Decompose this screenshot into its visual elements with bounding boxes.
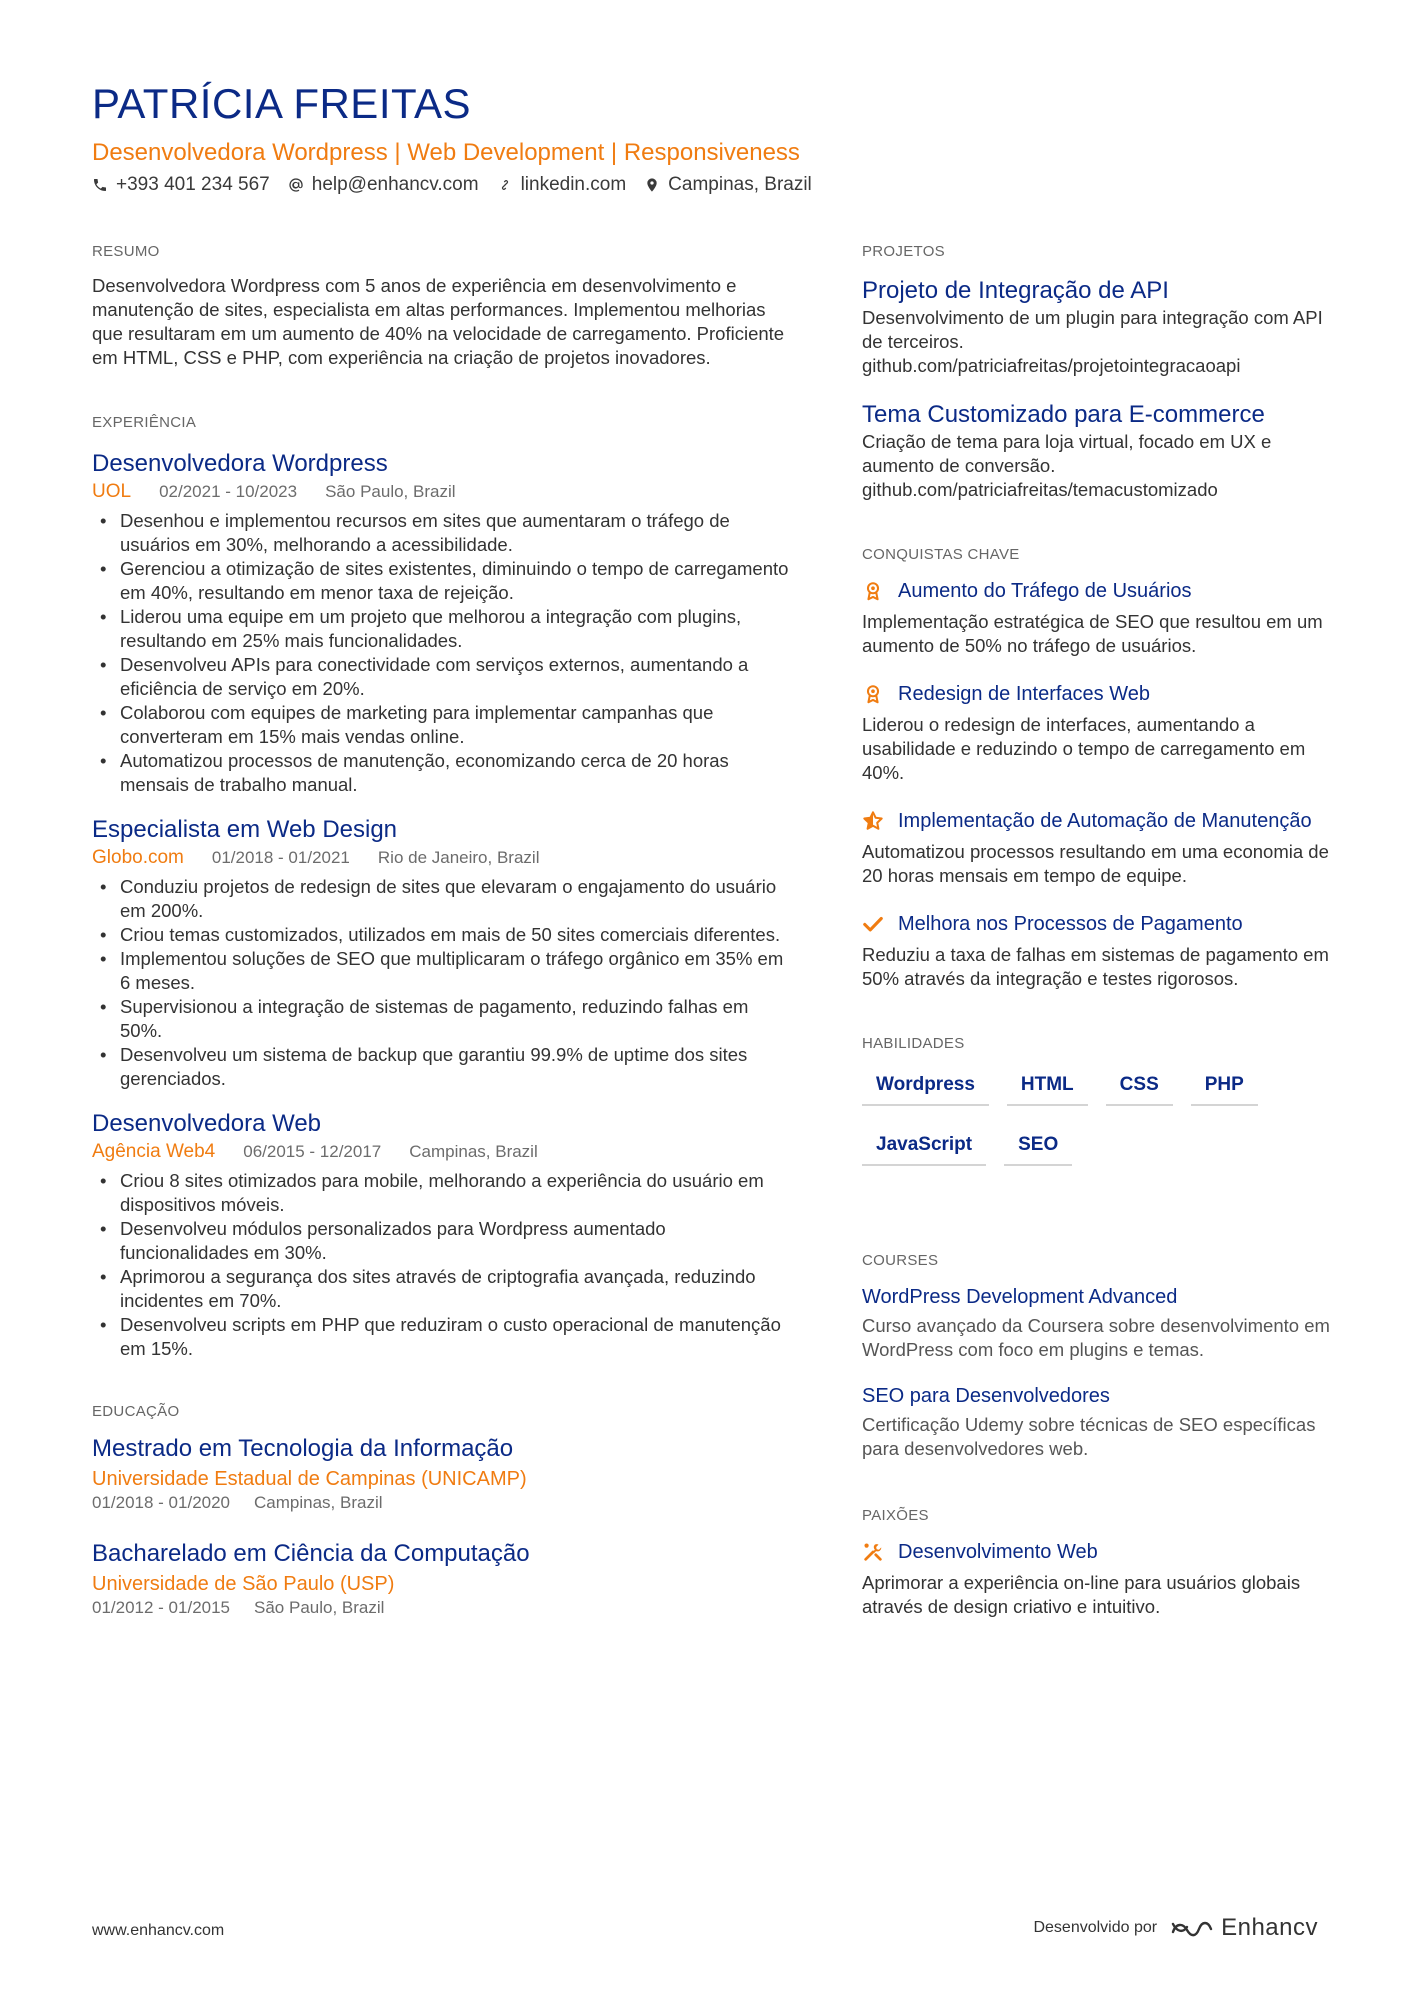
enhancv-logo-icon xyxy=(1169,1916,1213,1940)
contact-bar xyxy=(92,174,830,196)
award-icon xyxy=(862,580,884,602)
footer-website[interactable]: www.enhancv.com xyxy=(92,1922,225,1939)
courses-title: COURSES xyxy=(862,1252,939,1269)
right-column xyxy=(862,243,1332,1619)
skills-section xyxy=(862,1035,1332,1188)
education-entry xyxy=(92,1539,792,1618)
achievement-description: Reduziu a taxa de falhas em sistemas de pagamento em 50% através da integração e testes rigorosos. xyxy=(862,944,1329,989)
projects-title: PROJETOS xyxy=(862,243,945,260)
job-title: Desenvolvedora Wordpress xyxy=(92,450,388,477)
summary-text: Desenvolvedora Wordpress com 5 anos de experiência em desenvolvimento e manutenção de sites, especialista em altas performances. Implementou melhorias que resultaram em um aumento de 40% na velocidade de carregamento. Proficiente em HTML, CSS e PHP, com experiência na criação de projetos inovadores. xyxy=(92,275,785,368)
skill-tag: HTML xyxy=(1007,1068,1088,1106)
course-title: SEO para Desenvolvedores xyxy=(862,1385,1110,1407)
job-location: Campinas, Brazil xyxy=(409,1142,538,1161)
star-icon xyxy=(862,810,884,832)
courses-section xyxy=(862,1252,1332,1461)
tools-icon xyxy=(862,1541,884,1563)
education-location: São Paulo, Brazil xyxy=(254,1598,385,1617)
job-dates: 06/2015 - 12/2017 xyxy=(243,1142,382,1161)
achievement-entry xyxy=(862,682,1332,785)
job-bullet: • Supervisionou a integração de sistemas de pagamento, reduzindo falhas em 50%. xyxy=(92,995,792,1043)
project-title: Projeto de Integração de API xyxy=(862,277,1169,304)
linkedin-text[interactable]: linkedin.com xyxy=(520,174,627,195)
achievement-title: Melhora nos Processos de Pagamento xyxy=(898,913,1243,935)
course-description: Certificação Udemy sobre técnicas de SEO específicas para desenvolvedores web. xyxy=(862,1414,1316,1459)
job-location: Rio de Janeiro, Brazil xyxy=(377,848,540,867)
job-entry xyxy=(92,1109,792,1361)
summary-title: RESUMO xyxy=(92,243,160,260)
passion-title: Desenvolvimento Web xyxy=(898,1541,1098,1563)
contact-location xyxy=(644,174,812,196)
location-pin-icon xyxy=(644,177,660,193)
job-bullet: • Conduziu projetos de redesign de sites que elevaram o engajamento do usuário em 200%. xyxy=(92,875,792,923)
course-description: Curso avançado da Coursera sobre desenvolvimento em WordPress com foco em plugins e temas. xyxy=(862,1315,1330,1360)
job-bullet: • Colaborou com equipes de marketing para implementar campanhas que converteram em 15% mais vendas online. xyxy=(92,701,792,749)
education-section xyxy=(92,1403,792,1618)
job-meta xyxy=(92,847,792,869)
checkmark-icon xyxy=(862,913,884,935)
footer-branding xyxy=(1033,1914,1318,1942)
job-bullets xyxy=(92,1169,792,1361)
at-icon xyxy=(288,177,304,193)
skills-list xyxy=(862,1068,1322,1188)
education-degree: Mestrado em Tecnologia da Informação xyxy=(92,1435,514,1462)
job-bullets xyxy=(92,875,792,1091)
skills-title: HABILIDADES xyxy=(862,1035,965,1052)
job-dates: 01/2018 - 01/2021 xyxy=(211,848,350,867)
project-entry xyxy=(862,276,1332,378)
education-title: EDUCAÇÃO xyxy=(92,1403,180,1420)
education-school: Universidade Estadual de Campinas (UNICAMP) xyxy=(92,1468,527,1490)
achievement-header xyxy=(862,809,1332,834)
job-bullet: • Desenvolveu módulos personalizados para Wordpress aumentado funcionalidades em 30%. xyxy=(92,1217,792,1265)
passion-header xyxy=(862,1540,1332,1565)
skill-tag: CSS xyxy=(1106,1068,1173,1106)
achievement-description: Implementação estratégica de SEO que resultou em um aumento de 50% no tráfego de usuários. xyxy=(862,611,1323,656)
footer-brand[interactable]: Enhancv xyxy=(1221,1914,1318,1941)
achievement-entry xyxy=(862,579,1332,658)
job-bullets xyxy=(92,509,792,797)
job-entry xyxy=(92,815,792,1091)
achievement-entry xyxy=(862,809,1332,888)
skill-tag: Wordpress xyxy=(862,1068,989,1106)
education-location: Campinas, Brazil xyxy=(254,1493,383,1512)
skill-tag: JavaScript xyxy=(862,1128,986,1166)
job-company: Globo.com xyxy=(92,847,184,868)
course-entry xyxy=(862,1285,1332,1362)
job-bullet: • Desenvolveu um sistema de backup que garantiu 99.9% de uptime dos sites gerenciados. xyxy=(92,1043,792,1091)
experience-section xyxy=(92,414,792,1361)
achievement-header xyxy=(862,682,1332,707)
job-bullet: • Implementou soluções de SEO que multiplicaram o tráfego orgânico em 35% em 6 meses. xyxy=(92,947,792,995)
job-bullet: • Criou temas customizados, utilizados em mais de 50 sites comerciais diferentes. xyxy=(92,923,792,947)
skill-tag: PHP xyxy=(1191,1068,1258,1106)
job-company: Agência Web4 xyxy=(92,1141,216,1162)
achievement-description: Liderou o redesign de interfaces, aumentando a usabilidade e reduzindo o tempo de carregamento em 40%. xyxy=(862,714,1306,783)
passion-description: Aprimorar a experiência on-line para usuários globais através de design criativo e intuitivo. xyxy=(862,1572,1301,1617)
job-bullet: • Aprimorou a segurança dos sites através de criptografia avançada, reduzindo incidentes em 70%. xyxy=(92,1265,792,1313)
left-column xyxy=(92,243,792,1618)
job-bullet: • Gerenciou a otimização de sites existentes, diminuindo o tempo de carregamento em 40%, resultando em menor taxa de rejeição. xyxy=(92,557,792,605)
education-meta xyxy=(92,1598,792,1618)
project-description: Criação de tema para loja virtual, focado em UX e aumento de conversão. xyxy=(862,431,1272,476)
skill-tag: SEO xyxy=(1004,1128,1072,1166)
achievement-header xyxy=(862,579,1332,604)
job-meta xyxy=(92,481,792,503)
job-bullet: • Criou 8 sites otimizados para mobile, melhorando a experiência do usuário em dispositivos móveis. xyxy=(92,1169,792,1217)
job-bullet: • Desenvolveu APIs para conectividade com serviços externos, aumentando a eficiência de serviço em 20%. xyxy=(92,653,792,701)
candidate-name: PATRÍCIA FREITAS xyxy=(92,80,472,127)
footer-powered-by: Desenvolvido por xyxy=(1033,1919,1158,1936)
achievement-title: Implementação de Automação de Manutenção xyxy=(898,810,1312,832)
job-bullet: • Desenvolveu scripts em PHP que reduziram o custo operacional de manutenção em 15%. xyxy=(92,1313,792,1361)
job-location: São Paulo, Brazil xyxy=(325,482,456,501)
education-dates: 01/2012 - 01/2015 xyxy=(92,1598,231,1617)
achievements-section xyxy=(862,546,1332,991)
education-dates: 01/2018 - 01/2020 xyxy=(92,1493,231,1512)
phone-text: +393 401 234 567 xyxy=(116,174,270,195)
project-description: Desenvolvimento de um plugin para integração com API de terceiros. xyxy=(862,307,1323,352)
project-link[interactable]: github.com/patriciafreitas/temacustomizado xyxy=(862,479,1218,500)
location-text: Campinas, Brazil xyxy=(668,174,812,195)
achievement-description: Automatizou processos resultando em uma economia de 20 horas mensais em tempo de equipe. xyxy=(862,841,1329,886)
job-bullet: • Liderou uma equipe em um projeto que melhorou a integração com plugins, resultando em 25% mais funcionalidades. xyxy=(92,605,792,653)
course-entry xyxy=(862,1384,1332,1461)
projects-section xyxy=(862,243,1332,502)
achievement-title: Aumento do Tráfego de Usuários xyxy=(898,580,1192,602)
candidate-headline: Desenvolvedora Wordpress | Web Development | Responsiveness xyxy=(92,139,800,166)
passions-section xyxy=(862,1507,1332,1619)
phone-icon xyxy=(92,177,108,193)
job-dates: 02/2021 - 10/2023 xyxy=(159,482,298,501)
link-icon xyxy=(497,177,513,193)
job-meta xyxy=(92,1141,792,1163)
contact-email[interactable] xyxy=(288,174,479,196)
project-entry xyxy=(862,400,1332,502)
job-bullet: • Automatizou processos de manutenção, economizando cerca de 20 horas mensais de trabalho manual. xyxy=(92,749,792,797)
experience-title: EXPERIÊNCIA xyxy=(92,414,197,431)
job-company: UOL xyxy=(92,481,132,502)
education-degree: Bacharelado em Ciência da Computação xyxy=(92,1540,530,1567)
achievement-header xyxy=(862,912,1332,937)
achievements-title: CONQUISTAS CHAVE xyxy=(862,546,1020,563)
project-title: Tema Customizado para E-commerce xyxy=(862,401,1265,428)
education-school: Universidade de São Paulo (USP) xyxy=(92,1573,395,1595)
education-entry xyxy=(92,1434,792,1513)
passion-entry xyxy=(862,1540,1332,1619)
job-title: Especialista em Web Design xyxy=(92,816,398,843)
email-text[interactable]: help@enhancv.com xyxy=(311,174,479,195)
contact-linkedin[interactable] xyxy=(497,174,627,196)
passions-title: PAIXÕES xyxy=(862,1507,929,1524)
contact-phone xyxy=(92,174,270,196)
job-bullet: • Desenhou e implementou recursos em sites que aumentaram o tráfego de usuários em 30%, melhorando a acessibilidade. xyxy=(92,509,792,557)
education-meta xyxy=(92,1493,792,1513)
award-icon xyxy=(862,683,884,705)
job-entry xyxy=(92,449,792,797)
course-title: WordPress Development Advanced xyxy=(862,1286,1178,1308)
job-title: Desenvolvedora Web xyxy=(92,1110,322,1137)
achievement-entry xyxy=(862,912,1332,991)
project-link[interactable]: github.com/patriciafreitas/projetointegracaoapi xyxy=(862,355,1241,376)
summary-section xyxy=(92,243,792,370)
achievement-title: Redesign de Interfaces Web xyxy=(898,683,1151,705)
